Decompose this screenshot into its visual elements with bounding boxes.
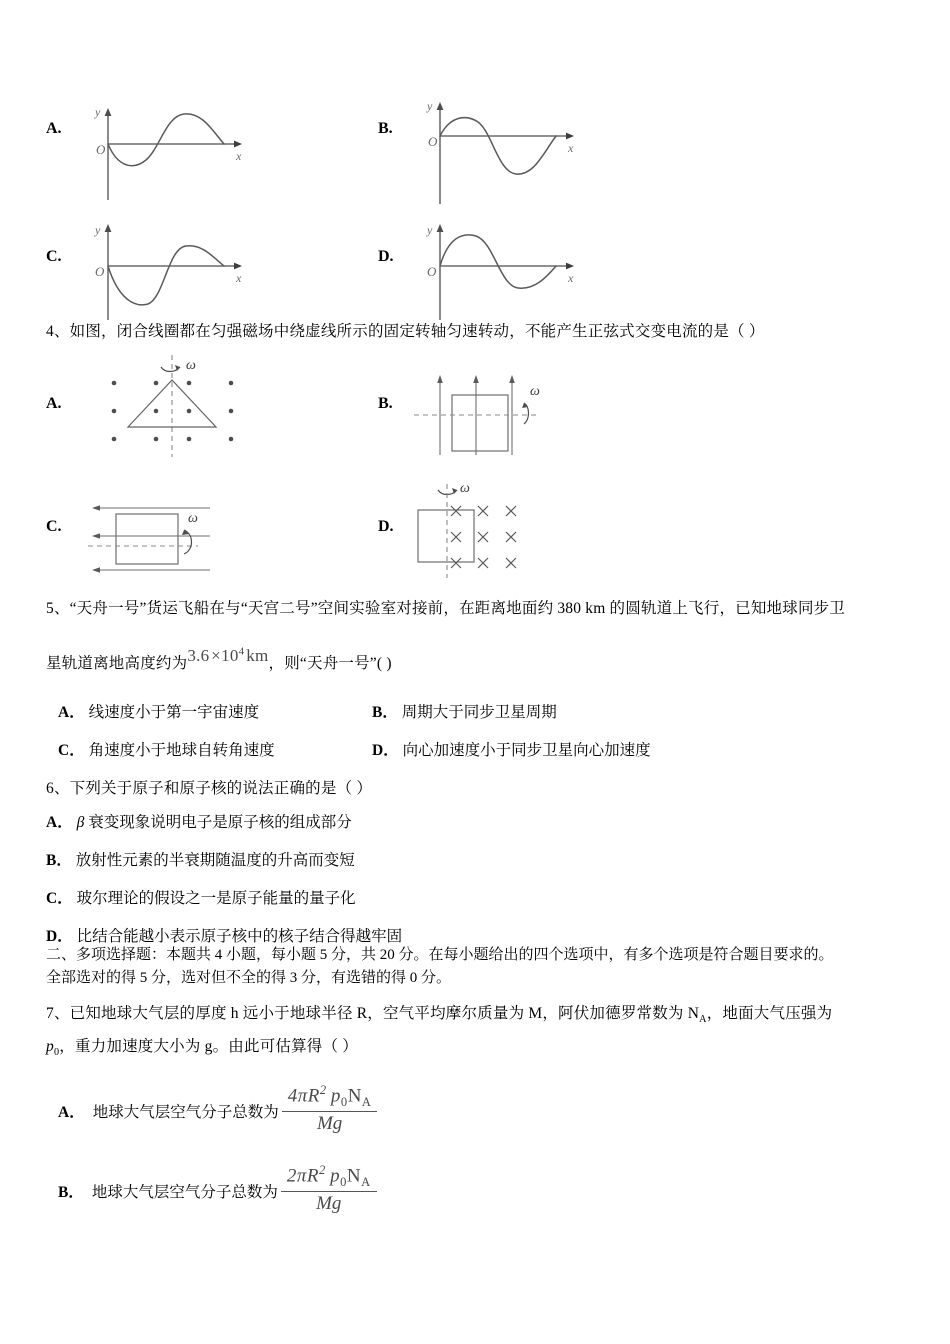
- q6-option-a-text: 衰变现象说明电子是原子核的组成部分: [84, 814, 352, 831]
- q6-option-b-text: 放射性元素的半衰期随温度的升高而变短: [75, 852, 355, 869]
- q5-option-d-letter: D．: [372, 742, 399, 759]
- question-7-text-2: ，重力加速度大小为 g。由此可估算得（ ）: [59, 1038, 358, 1055]
- q7-option-a-denominator: Mg: [316, 1113, 343, 1135]
- question-7-p-subscript: 0: [53, 1047, 60, 1059]
- q5-option-a-text: 线速度小于第一宇宙速度: [88, 704, 260, 721]
- coil-option-d-figure: [408, 476, 638, 586]
- q6-option-a: [46, 810, 352, 832]
- q7-option-a-fraction: [282, 1083, 378, 1135]
- q6-option-a-symbol: β: [76, 814, 85, 831]
- svg-text:O: O: [96, 142, 106, 157]
- question-7-stem-line1: [46, 1000, 832, 1029]
- question-5-number: 5、: [46, 600, 70, 617]
- q6-option-d-text: 比结合能越小表示原子核中的核子结合得越牢固: [76, 928, 403, 945]
- q7-option-a-numerator: $4\pi R^2$ $p_0N_A$: [287, 1083, 372, 1110]
- svg-text:x: x: [568, 271, 574, 285]
- q7-option-b-numerator: $2\pi R^2$ $p_0N_A$: [286, 1163, 371, 1190]
- q7-option-b: [58, 1165, 380, 1217]
- q7-option-b-fraction: [281, 1163, 377, 1215]
- q7-option-a-letter: A．: [58, 1104, 85, 1122]
- coil-option-c-figure: [76, 480, 306, 580]
- question-5-stem-line2: [46, 645, 392, 678]
- question-7-stem-line2: [46, 1033, 358, 1062]
- question-6-text: 下列关于原子和原子核的说法正确的是（ ）: [69, 780, 373, 797]
- svg-text:x: x: [568, 141, 574, 155]
- svg-text:y: y: [427, 223, 433, 237]
- coil-option-d-letter: D.: [378, 518, 394, 535]
- q5-option-d-text: 向心加速度小于同步卫星向心加速度: [402, 742, 651, 759]
- q6-option-b: [46, 848, 355, 870]
- svg-text:y: y: [95, 223, 101, 237]
- svg-text:O: O: [428, 134, 438, 149]
- question-6-stem: [46, 775, 372, 802]
- q6-option-c-letter: C．: [46, 890, 73, 907]
- question-6-number: 6、: [46, 780, 70, 797]
- coil-option-a-figure: [76, 353, 306, 463]
- waveform-option-c-graph: [84, 208, 264, 328]
- question-7-text-1-tail: ，地面大气压强为: [706, 1005, 833, 1022]
- coil-option-b-letter: B.: [378, 395, 393, 412]
- question-7-number: 7、: [46, 1005, 70, 1022]
- coil-option-c-letter: C.: [46, 518, 62, 535]
- section-2-line-1: 二、多项选择题：本题共 4 小题，每小题 5 分，共 20 分。在每小题给出的四个选项中，有多个选项是符合题目要求的。: [46, 947, 834, 963]
- q5-option-a-letter: A．: [58, 704, 85, 721]
- coil-option-b-figure: [408, 357, 638, 462]
- svg-text:O: O: [427, 264, 437, 279]
- svg-text:x: x: [236, 271, 242, 285]
- waveform-option-c-letter: C.: [46, 248, 62, 265]
- question-4-text: 如图，闭合线圈都在匀强磁场中绕虚线所示的固定转轴匀速转动，不能产生正弦式交变电流的是（ ）: [69, 323, 765, 340]
- q5-option-c-text: 角速度小于地球自转角速度: [88, 742, 275, 759]
- section-2-line-2: 全部选对的得 5 分，选对但不全的得 3 分，有选错的得 0 分。: [46, 970, 452, 987]
- q6-option-c-text: 玻尔理论的假设之一是原子能量的量子化: [76, 890, 356, 907]
- svg-text:ω: ω: [530, 384, 540, 399]
- svg-text:ω: ω: [460, 481, 470, 496]
- question-5-text-2-suffix: ，则“天舟一号”( ): [268, 655, 392, 672]
- svg-text:x: x: [236, 149, 242, 163]
- q5-option-a: [58, 700, 259, 722]
- q7-option-a-label: 地球大气层空气分子总数为: [92, 1104, 279, 1122]
- q6-option-a-letter: A．: [46, 814, 73, 831]
- svg-text:ω: ω: [188, 511, 198, 526]
- q5-option-b-text: 周期大于同步卫星周期: [401, 704, 557, 721]
- question-7-p-symbol: p: [46, 1038, 54, 1055]
- svg-text:O: O: [95, 264, 105, 279]
- svg-text:ω: ω: [186, 358, 196, 373]
- q7-option-a: [58, 1085, 380, 1137]
- q5-option-b: [372, 700, 557, 722]
- q5-option-c: [58, 738, 275, 760]
- waveform-option-b-letter: B.: [378, 120, 393, 137]
- waveform-option-d-letter: D.: [378, 248, 394, 265]
- q7-option-b-label: 地球大气层空气分子总数为: [91, 1184, 278, 1202]
- question-5-formula: 3.6 $\times 10^4$ km: [187, 645, 269, 665]
- waveform-option-a-letter: A.: [46, 120, 62, 137]
- question-5-text-2-prefix: 星轨道离地高度约为: [46, 655, 188, 672]
- question-5-text-1: “天舟一号”货运飞船在与“天宫二号”空间实验室对接前，在距离地面约 380 km 的圆轨道上飞行，已知地球同步卫: [69, 600, 846, 617]
- q6-option-c: [46, 886, 356, 908]
- q5-option-d: [372, 738, 651, 760]
- svg-text:y: y: [95, 105, 101, 119]
- question-4-number: 4、: [46, 323, 70, 340]
- waveform-option-a-graph: [84, 98, 264, 208]
- question-4-stem: [46, 318, 765, 345]
- q7-option-b-denominator: Mg: [316, 1193, 342, 1215]
- section-2-header: [46, 944, 926, 991]
- q6-option-d: [46, 924, 402, 946]
- coil-option-a-letter: A.: [46, 395, 62, 412]
- q7-option-b-letter: B．: [58, 1184, 84, 1202]
- waveform-option-b-graph: [416, 92, 596, 212]
- question-5-stem-line1: [46, 595, 845, 622]
- q5-option-c-letter: C．: [58, 742, 85, 759]
- waveform-option-d-graph: [416, 208, 596, 328]
- question-7-text-1: 已知地球大气层的厚度 h 远小于地球半径 R，空气平均摩尔质量为 M，阿伏加德罗常数为 N: [69, 1005, 700, 1022]
- q6-option-d-letter: D．: [46, 928, 73, 945]
- q6-option-b-letter: B．: [46, 852, 72, 869]
- question-7-na-subscript: A: [699, 1014, 707, 1026]
- q5-option-b-letter: B．: [372, 704, 398, 721]
- svg-text:y: y: [427, 99, 433, 113]
